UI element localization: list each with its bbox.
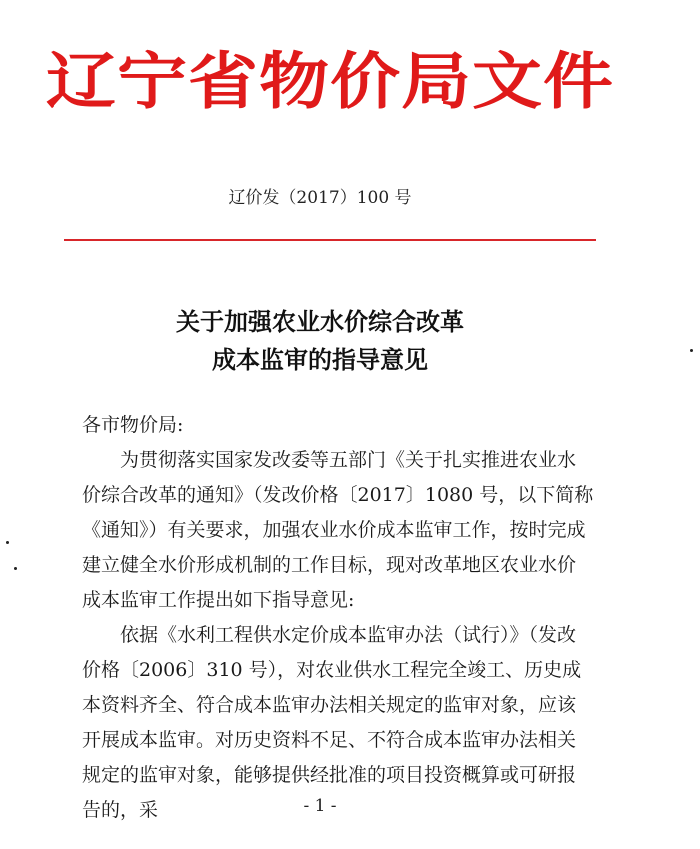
scan-speck: [14, 567, 17, 570]
body-paragraph-1: 为贯彻落实国家发改委等五部门《关于扎实推进农业水价综合改革的通知》（发改价格〔2017〕1080 号，以下简称《通知》）有关要求，加强农业水价成本监审工作，按时完成建立健全水价形成机制的工作目标，现对改革地区农业水价成本监审工作提出如下指导意见:: [82, 449, 594, 611]
scan-speck: [6, 541, 9, 544]
body-paragraph-2: 依据《水利工程供水定价成本监审办法（试行）》（发改价格〔2006〕310 号），对农业供水工程完全竣工、历史成本资料齐全、符合成本监审办法相关规定的监审对象，应该开展成本监审。对历史资料不足、不符合成本监审办法相关规定的监审对象，能够提供经批准的项目投资概算或可研报告的，采: [82, 624, 582, 821]
title-line-2: 成本监审的指导意见: [212, 346, 428, 374]
document-header-title: 辽宁省物价局文件: [46, 45, 614, 118]
salutation: 各市物价局:: [82, 414, 184, 436]
scan-speck: [690, 349, 693, 352]
document-title: [0, 303, 640, 379]
document-number: 辽价发（2017）100 号: [228, 188, 412, 208]
document-body: [82, 408, 594, 828]
header-divider: [64, 239, 596, 241]
page-number: - 1 -: [303, 796, 337, 816]
title-line-1: 关于加强农业水价综合改革: [176, 308, 464, 336]
